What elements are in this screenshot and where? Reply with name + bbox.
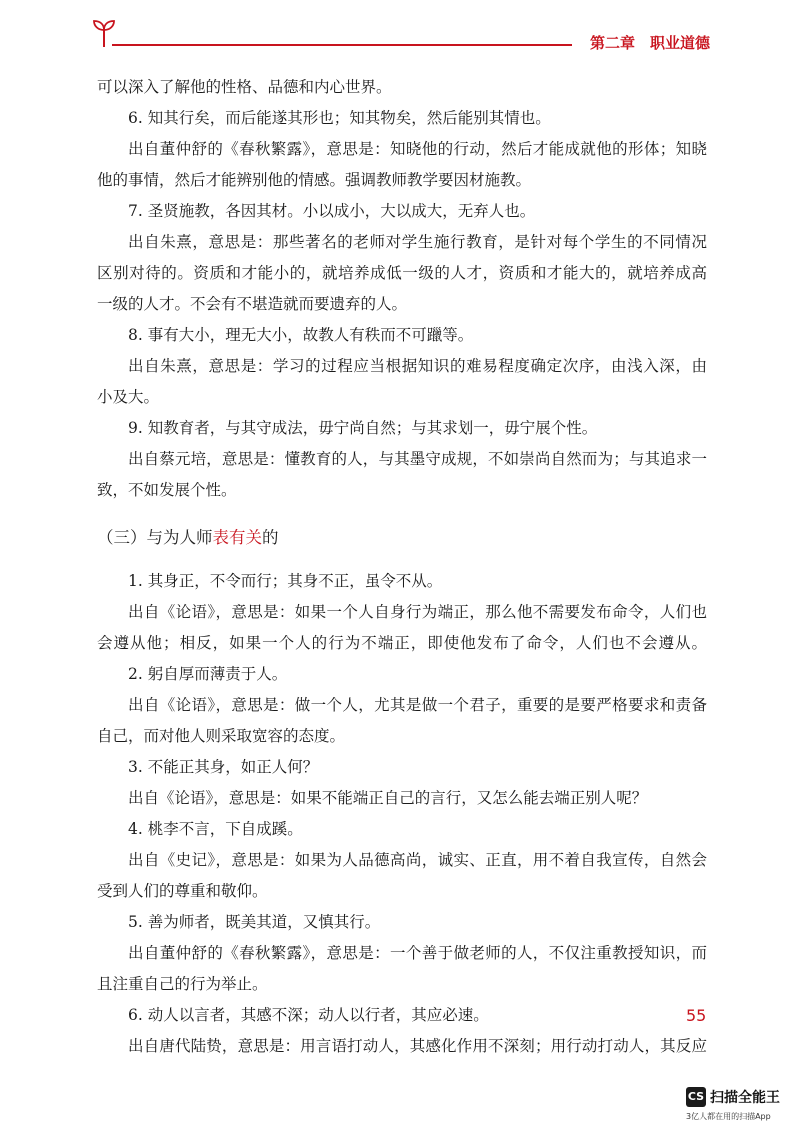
section-heading [97,518,707,558]
text-line: 出自朱熹，意思是：那些著名的老师对学生施行教育，是针对每个学生的不同情况 [128,233,707,251]
header-rule [112,44,572,46]
section-heading-prefix: （三）与为人师 [97,528,213,547]
text-line: 出自董仲舒的《春秋繁露》，意思是：一个善于做老师的人，不仅注重教授知识，而 [128,944,707,962]
quote-heading: 3. 不能正其身，如正人何？ [128,758,319,776]
text-line: 小及大。 [97,388,160,406]
text-line: 他的事情，然后才能辨别他的情感。强调教师教学要因材施教。 [97,171,532,189]
text-line: 出自朱熹，意思是：学习的过程应当根据知识的难易程度确定次序，由浅入深，由 [128,357,707,375]
quote-heading: 9. 知教育者，与其守成法，毋宁尚自然；与其求划一，毋宁展个性。 [128,419,598,437]
text-line: 一级的人才。不会有不堪造就而要遗弃的人。 [97,295,408,313]
page-body [97,72,707,1062]
text-line: 出自唐代陆贽，意思是：用言语打动人，其感化作用不深刻；用行动打动人，其反应 [128,1037,707,1055]
quote-heading: 1. 其身正，不令而行；其身不正，虽令不从。 [128,572,443,590]
section-heading-accent: 表有关 [212,528,262,547]
text-line: 出自《论语》，意思是：如果不能端正自己的言行，又怎么能去端正别人呢？ [128,789,648,807]
quote-heading: 6. 动人以言者，其感不深；动人以行者，其应必速。 [128,1006,489,1024]
text-line: 出自蔡元培，意思是：懂教育的人，与其墨守成规，不如崇尚自然而为；与其追求一 [128,450,707,468]
text-line: 且注重自己的行为举止。 [97,975,268,993]
quote-heading: 8. 事有大小，理无大小，故教人有秩而不可躐等。 [128,326,474,344]
text-line: 会遵从他；相反，如果一个人的行为不端正，即使他发布了命令，人们也不会遵从。 [97,634,707,652]
text-line: 受到人们的尊重和敬仰。 [97,882,268,900]
quote-heading: 7. 圣贤施教，各因其材。小以成小，大以成大，无弃人也。 [128,202,536,220]
text-line: 区别对待的。资质和才能小的，就培养成低一级的人才，资质和才能大的，就培养成高 [97,264,707,282]
scanner-watermark [686,1085,796,1125]
text-line: 出自《论语》，意思是：做一个人，尤其是做一个君子，重要的是要严格要求和责备 [128,696,707,714]
quote-heading: 5. 善为师者，既美其道，又慎其行。 [128,913,381,931]
text-line: 出自《论语》，意思是：如果一个人自身行为端正，那么他不需要发布命令，人们也 [128,603,707,621]
watermark-slogan: 3亿人都在用的扫描App [686,1112,771,1121]
text-line: 出自董仲舒的《春秋繁露》，意思是：知晓他的行动，然后才能成就他的形体；知晓 [128,140,707,158]
section-heading-suffix: 的 [262,528,279,547]
camscanner-logo-icon: CS [686,1087,706,1107]
page-header [0,0,800,60]
text-line: 可以深入了解他的性格、品德和内心世界。 [97,78,392,96]
chapter-title: 第二章 职业道德 [590,34,711,52]
quote-heading: 2. 躬自厚而薄责于人。 [128,665,288,683]
quote-heading: 4. 桃李不言，下自成蹊。 [128,820,303,838]
quote-heading: 6. 知其行矣，而后能遂其形也；知其物矣，然后能别其情也。 [128,109,551,127]
page-number: 55 [686,1006,707,1025]
text-line: 出自《史记》，意思是：如果为人品德高尚，诚实、正直，用不着自我宣传，自然会 [128,851,707,869]
text-line: 致，不如发展个性。 [97,481,237,499]
watermark-app-name: 扫描全能王 [710,1090,780,1106]
text-line: 自己，而对他人则采取宽容的态度。 [97,727,346,745]
